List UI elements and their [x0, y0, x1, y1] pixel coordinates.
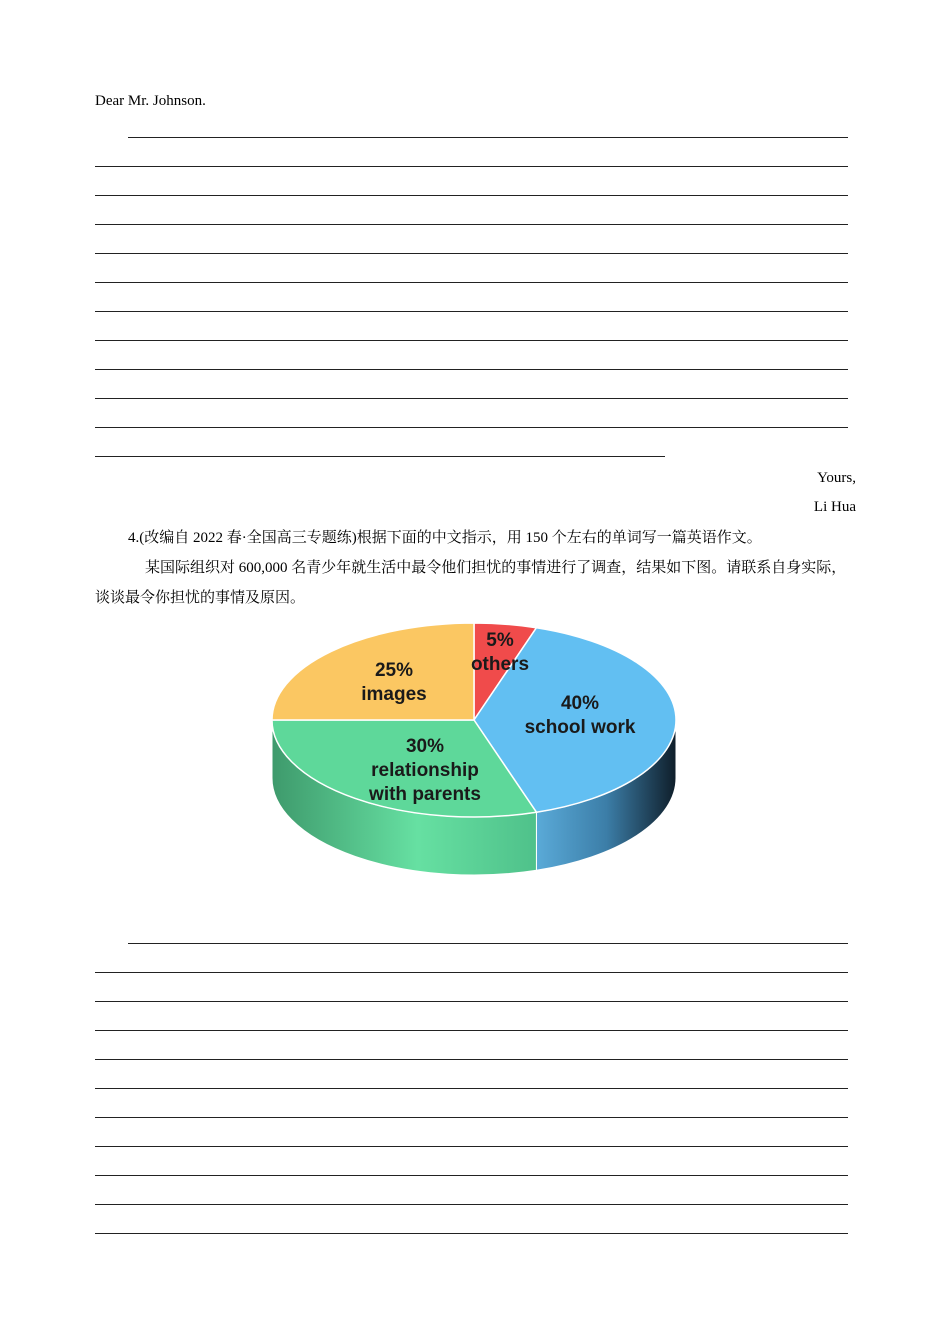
writing-line [95, 1001, 848, 1002]
writing-line [95, 398, 848, 399]
writing-line [95, 456, 665, 457]
writing-line [95, 427, 848, 428]
writing-line [95, 1204, 848, 1205]
pie-category-label-others: others [470, 654, 530, 675]
pie-category-label-relationship-with-parents: relationship [371, 760, 479, 781]
writing-line [95, 1117, 848, 1118]
writing-line [95, 253, 848, 254]
writing-line [95, 1146, 848, 1147]
pie-pct-label-school-work: 40% [560, 693, 600, 714]
task-instruction: 某国际组织对 600,000 名青少年就生活中最令他们担忧的事情进行了调查，结果如下图。请联系自身实际，谈谈最令你担忧的事情及原因。 [95, 560, 847, 606]
writing-line [95, 369, 848, 370]
closing: Yours, [817, 470, 856, 486]
writing-line [128, 137, 848, 138]
writing-line [95, 972, 848, 973]
pie-chart [262, 616, 687, 896]
pie-chart-svg [262, 616, 687, 896]
writing-line [95, 195, 848, 196]
writing-line [95, 224, 848, 225]
writing-line [95, 282, 848, 283]
task-heading: 4.(改编自 2022 春·全国高三专题练)根据下面的中文指示，用 150 个左右的单词写一篇英语作文。 [128, 530, 762, 546]
writing-line [95, 340, 848, 341]
pie-pct-label-others: 5% [486, 630, 514, 651]
writing-line [128, 943, 848, 944]
writing-line [95, 1030, 848, 1031]
pie-slice-images [272, 623, 474, 720]
pie-category-label-school-work: school work [524, 717, 636, 738]
pie-category-label-images: images [361, 684, 427, 705]
pie-pct-label-relationship-with-parents: 30% [405, 736, 445, 757]
signature: Li Hua [813, 499, 856, 515]
writing-line [95, 1233, 848, 1234]
writing-line [95, 1175, 848, 1176]
writing-line [95, 1059, 848, 1060]
writing-line [95, 1088, 848, 1089]
salutation: Dear Mr. Johnson. [95, 93, 206, 109]
pie-category-label-relationship-with-parents: with parents [369, 784, 481, 805]
writing-line [95, 166, 848, 167]
pie-pct-label-images: 25% [374, 660, 414, 681]
writing-line [95, 311, 848, 312]
